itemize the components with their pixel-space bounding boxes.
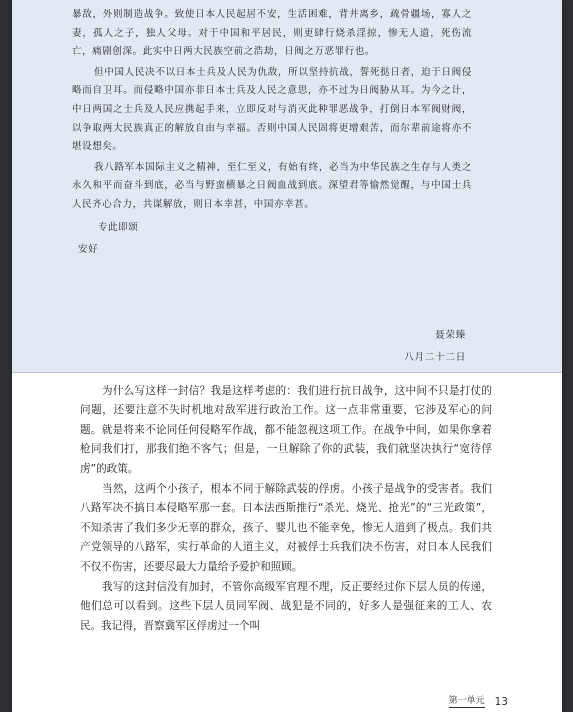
document-page	[12, 0, 562, 712]
letter-signature: 聂荣臻	[435, 330, 466, 341]
letter-text	[72, 6, 472, 260]
letter-wish: 安好	[78, 244, 99, 256]
body-paragraph: 当然，这两个小孩子，根本不同于解除武装的俘虏。小孩子是战争的受害者。我们八路军决不搞日本侵略军那一套。日本法西斯推行“杀光、烧光、抢光”的“三光政策”，不知杀害了我们多少无辜的群众，孩子、婴儿也不能幸免，惨无人道到了极点。我们共产党领导的八路军，实行革命的人道主义，对被俘士兵我们决不伤害，对日本人民我们不仅不伤害，还要尽最大力量给予爱护和照顾。	[80, 483, 492, 573]
letter-signature-block	[404, 326, 466, 368]
letter-date: 八月二十二日	[404, 352, 466, 363]
quoted-letter	[12, 0, 562, 373]
letter-paragraph: 暴敌，外则制造战争。致使日本人民起居不安，生活困难，背井离乡，疏骨疆场，寡人之妻，孤人之子，独人父母。对于中国和平居民，则更肆行烧杀淫掠，惨无人道，死伤流亡，痛剧创深。此实中日两大民族空前之浩劫，日阀之万恶罪行也。	[72, 9, 472, 58]
letter-salutation: 专此即颂	[98, 221, 139, 233]
footer-section-label: 第一单元	[449, 693, 485, 708]
body-paragraph: 为什么写这样一封信？我是这样考虑的：我们进行抗日战争，这中间不只是打仗的问题，还要注意不失时机地对敌军进行政治工作。这一点非常重要，它涉及军心的问题。就是将来不论同任何侵略军作战，都不能忽视这项工作。在战争中间，如果你拿着枪同我们打，那我们绝不客气；但是，一旦解除了你的武装，我们就坚决执行“宽待俘虏”的政策。	[80, 385, 492, 475]
page-number: 13	[494, 696, 508, 708]
page-footer	[449, 693, 508, 708]
letter-paragraph: 我八路军本国际主义之精神，至仁至义，有始有终，必当为中华民族之生存与人类之永久和平而奋斗到底，必当与野蛮横暴之日阀血战到底。深望君等愉然觉醒，与中国士兵人民齐心合力，共谋解放，则日本幸甚，中国亦幸甚。	[72, 161, 472, 210]
article-body	[80, 382, 492, 637]
body-paragraph: 我写的这封信没有加封，不管你高级军官理不理，反正要经过你下层人员的传递，他们总可以看到。这些下层人员同军阀、战犯是不同的，好多人是强征来的工人、农民。我记得，晋察冀军区俘虏过一个叫	[80, 581, 492, 632]
letter-paragraph: 但中国人民决不以日本士兵及人民为仇敌，所以坚持抗战，誓死挞日者，迫于日阀侵略而自卫耳。而侵略中国亦非日本士兵及人民之意思，亦不过为日阀胁从耳。为今之计，中日两国之士兵及人民应携起手来，立即反对与消灭此种罪恶战争，打倒日本军阀财阀，以争取两大民族真正的解放自由与幸福。否则中国人民固将更增艰苦，而尔辈前途将亦不堪设想矣。	[72, 66, 472, 153]
